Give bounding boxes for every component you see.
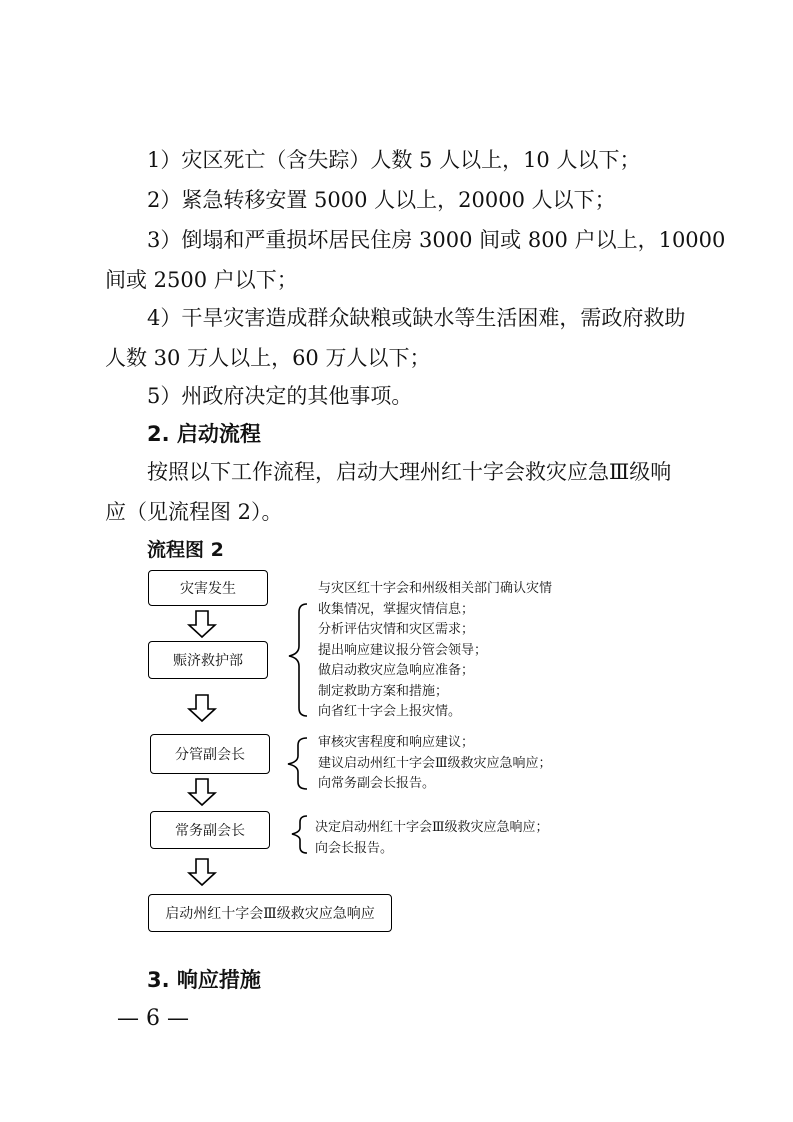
note-line: 分析评估灾情和灾区需求； (318, 622, 475, 637)
section-heading-3: 3. 响应措施 (147, 968, 261, 992)
note-line: 建议启动州红十字会Ⅲ级救灾应急响应； (318, 755, 552, 771)
left-brace-icon (288, 738, 307, 789)
paragraph-item-3: 3）倒塌和严重损坏居民住房 3000 间或 800 户以上，10000 (147, 228, 726, 252)
arrow-down-icon (189, 779, 215, 805)
flow-braces (288, 604, 307, 853)
note-line: 审核灾害程度和响应建议； (318, 735, 475, 750)
arrow-down-icon (189, 695, 215, 721)
note-line: 向常务副会长报告。 (318, 776, 436, 791)
left-brace-icon (292, 816, 307, 853)
paragraph-item-1: 1）灾区死亡（含失踪）人数 5 人以上，10 人以下； (147, 148, 641, 172)
note-line: 收集情况，掌握灾情信息； (318, 601, 475, 617)
paragraph-item-2: 2）紧急转移安置 5000 人以上，20000 人以下； (147, 188, 616, 212)
left-brace-icon (289, 604, 307, 716)
paragraph-item-3-cont: 间或 2500 户以下； (105, 268, 298, 292)
flow-notes-executive-vp (315, 818, 549, 859)
note-line: 与灾区红十字会和州级相关部门确认灾情 (318, 581, 553, 596)
flowchart-title: 流程图 2 (147, 539, 224, 561)
section2-text-line-1: 按照以下工作流程，启动大理州红十字会救灾应急Ⅲ级响 (147, 460, 672, 484)
note-line: 做启动救灾应急响应准备； (318, 663, 475, 678)
flow-box-vice-president: 分管副会长 (150, 734, 270, 774)
note-line: 向省红十字会上报灾情。 (318, 704, 462, 719)
arrow-down-icon (189, 611, 215, 637)
paragraph-item-4-cont: 人数 30 万人以上，60 万人以下； (105, 346, 431, 370)
flow-notes-vice-president (318, 733, 552, 795)
page-number: — 6 — (117, 1006, 189, 1031)
flow-box-relief-dept: 赈济救护部 (148, 641, 268, 679)
note-line: 决定启动州红十字会Ⅲ级救灾应急响应； (315, 820, 549, 835)
note-line: 提出响应建议报分管会领导； (318, 642, 488, 658)
flow-box-disaster: 灾害发生 (148, 570, 268, 606)
section2-text-line-2: 应（见流程图 2）。 (105, 500, 283, 524)
section-heading-2: 2. 启动流程 (147, 422, 261, 446)
flow-box-activate-response: 启动州红十字会Ⅲ级救灾应急响应 (148, 894, 392, 932)
note-line: 向会长报告。 (315, 840, 394, 856)
flow-box-executive-vp: 常务副会长 (150, 811, 270, 849)
paragraph-item-5: 5）州政府决定的其他事项。 (147, 384, 413, 408)
flow-notes-relief-dept (318, 579, 552, 723)
note-line: 制定救助方案和措施； (318, 683, 449, 699)
arrow-down-icon (189, 859, 215, 885)
paragraph-item-4: 4）干旱灾害造成群众缺粮或缺水等生活困难，需政府救助 (147, 306, 686, 330)
